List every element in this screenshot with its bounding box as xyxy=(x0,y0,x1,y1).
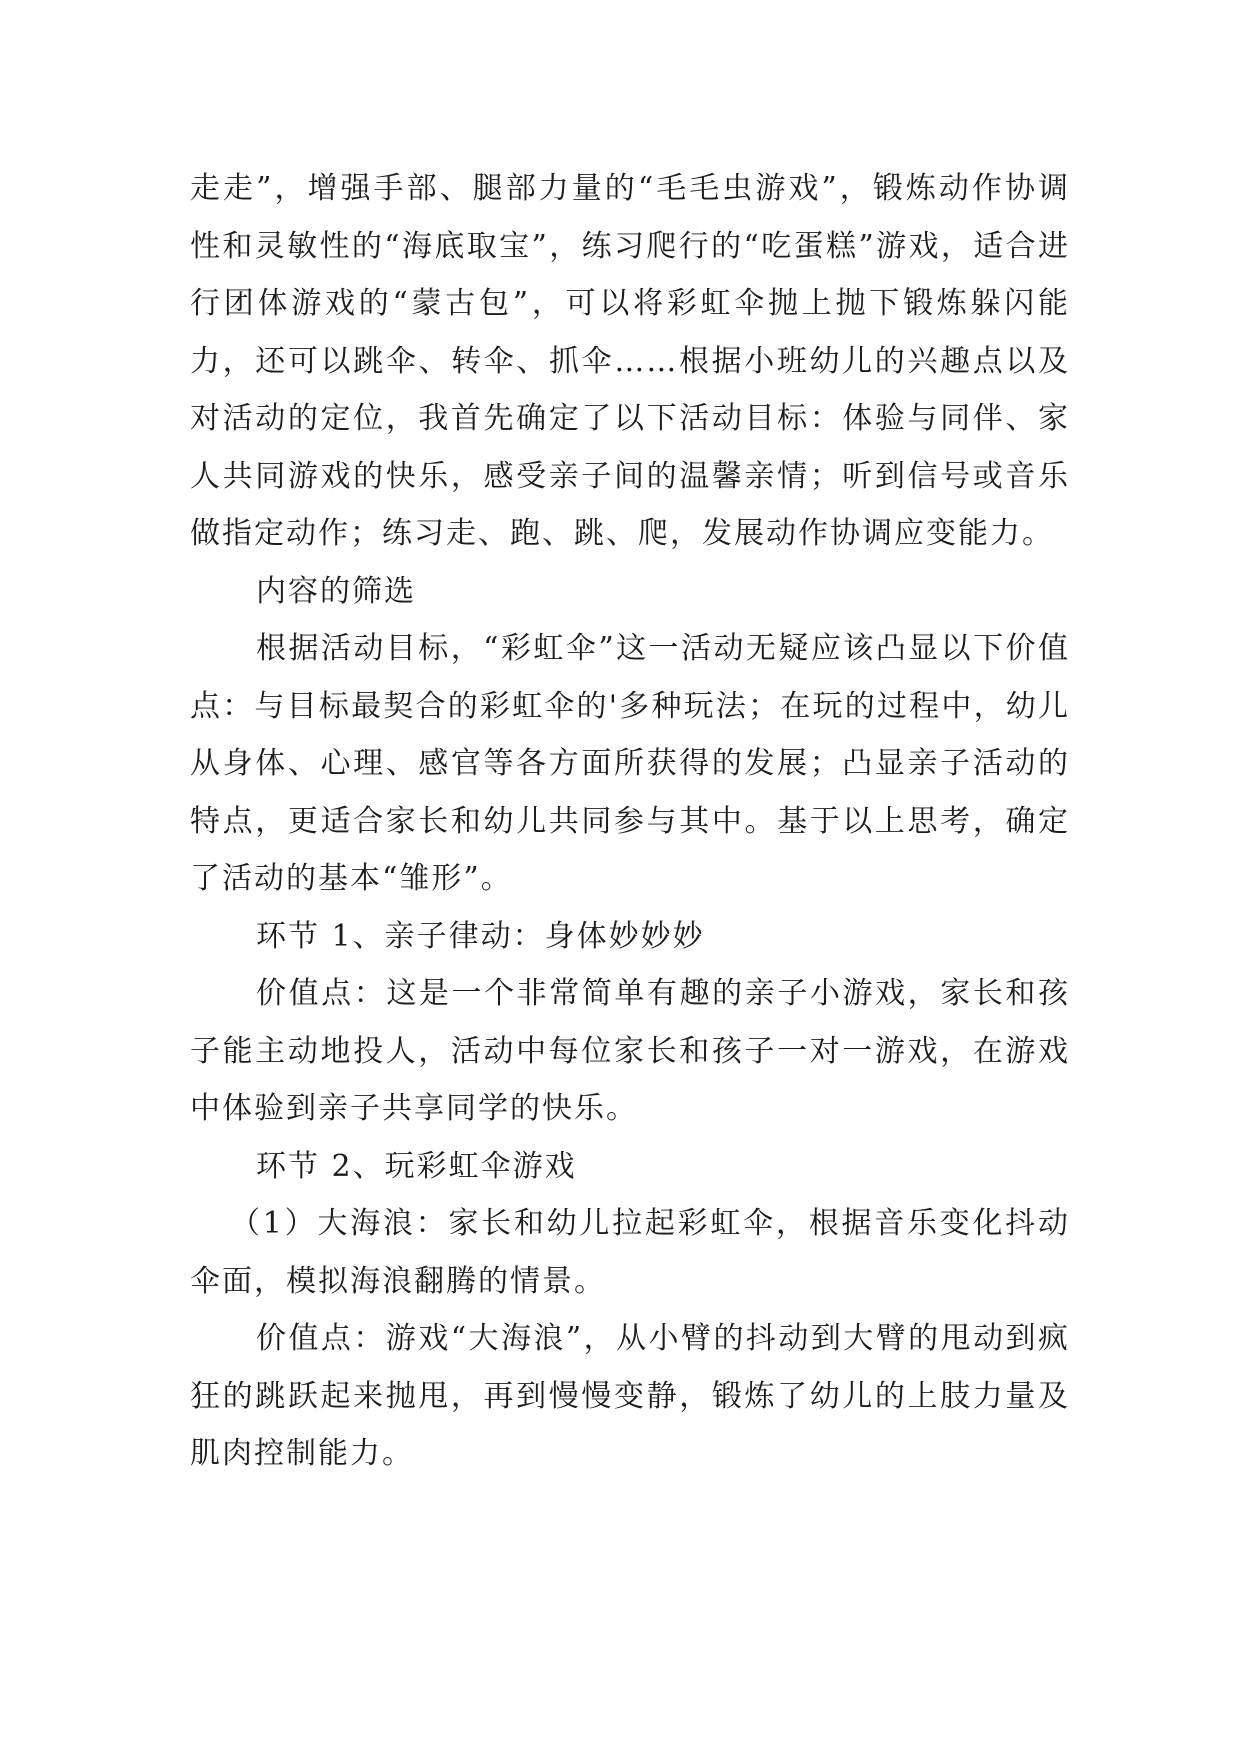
paragraph-continuation: 走走”，增强手部、腿部力量的“毛毛虫游戏”，锻炼动作协调性和灵敏性的“海底取宝”，练习爬行的“吃蛋糕”游戏，适合进行团体游戏的“蒙古包”，可以将彩虹伞抛上抛下锻炼躲闪能力，还可以跳伞、转伞、抓伞……根据小班幼儿的兴趣点以及对活动的定位，我首先确定了以下活动目标：体验与同伴、家人共同游戏的快乐，感受亲子间的温馨亲情；听到信号或音乐做指定动作；练习走、跑、跳、爬，发展动作协调应变能力。 xyxy=(190,171,1070,551)
text-column xyxy=(190,160,1070,1483)
step-1-heading: 环节 1、亲子律动：身体妙妙妙 xyxy=(256,918,705,954)
paragraph-big-wave-value: 价值点：游戏“大海浪”，从小臂的抖动到大臂的甩动到疯狂的跳跃起来抛甩，再到慢慢变静，锻炼了幼儿的上肢力量及肌肉控制能力。 xyxy=(190,1321,1070,1471)
paragraph-big-wave-game: （1）大海浪：家长和幼儿拉起彩虹伞，根据音乐变化抖动伞面，模拟海浪翻腾的情景。 xyxy=(190,1206,1070,1299)
section-heading-content-selection: 内容的筛选 xyxy=(256,573,416,609)
paragraph-step-1-value: 价值点：这是一个非常简单有趣的亲子小游戏，家长和孩子能主动地投人，活动中每位家长和孩子一对一游戏，在游戏中体验到亲子共享同学的快乐。 xyxy=(190,976,1070,1126)
paragraph-value-points: 根据活动目标，“彩虹伞”这一活动无疑应该凸显以下价值点：与目标最契合的彩虹伞的'多种玩法；在玩的过程中，幼儿从身体、心理、感官等各方面所获得的发展；凸显亲子活动的特点，更适合家长和幼儿共同参与其中。基于以上思考，确定了活动的基本“雏形”。 xyxy=(190,631,1070,896)
step-2-heading: 环节 2、玩彩虹伞游戏 xyxy=(256,1148,577,1184)
